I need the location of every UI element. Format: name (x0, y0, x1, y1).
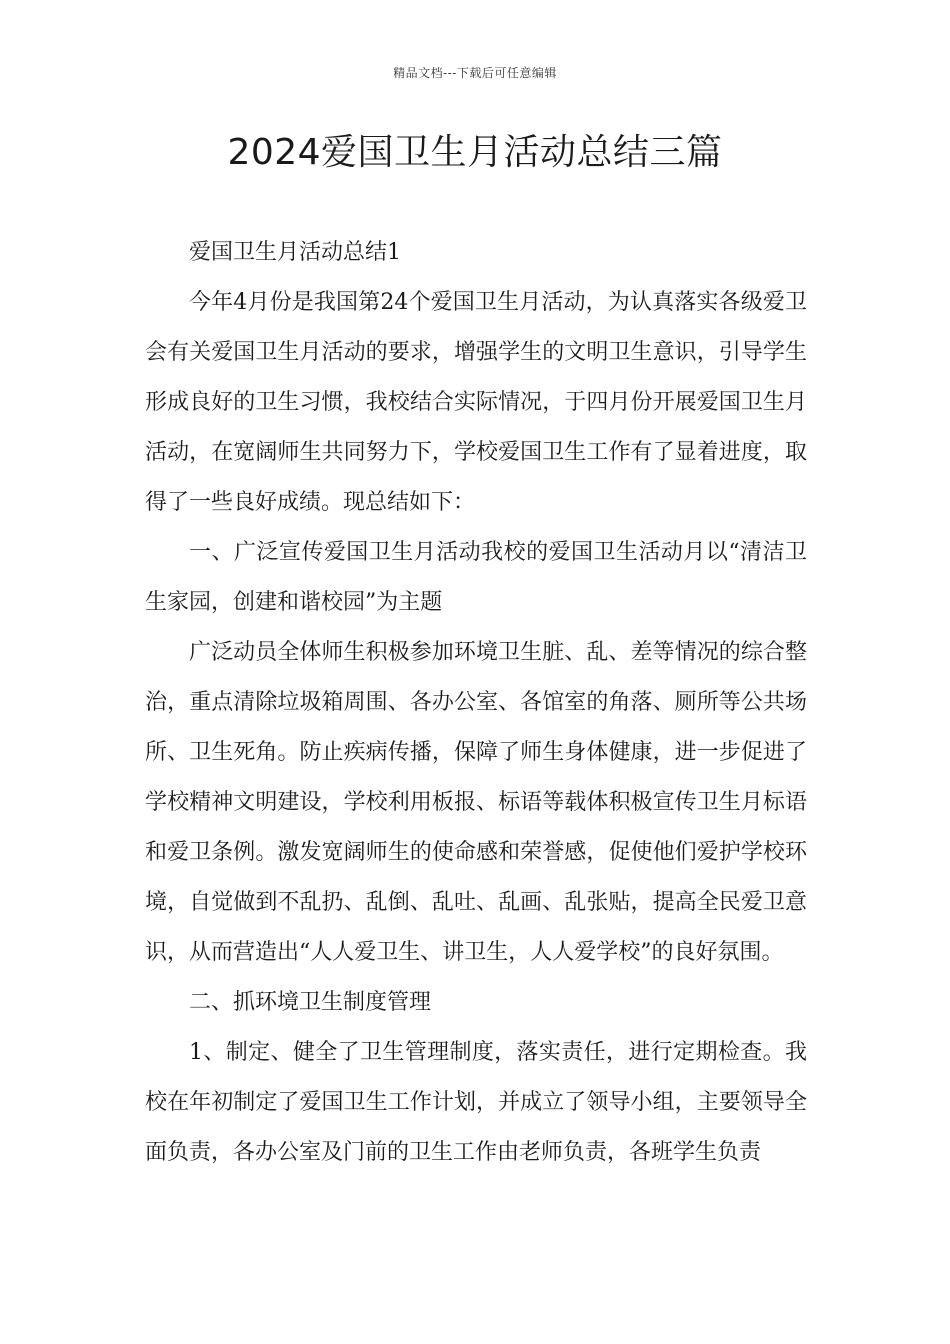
document-body (145, 228, 807, 1178)
section-heading-1: 爱国卫生月活动总结1 (189, 240, 401, 265)
paragraph-section-one: 一、广泛宣传爱国卫生月活动我校的爱国卫生活动月以“清洁卫生家园，创建和谐校园”为主题 (145, 540, 807, 615)
paragraph-section-two: 二、抓环境卫生制度管理 (189, 990, 432, 1015)
document-title: 2024爱国卫生月活动总结三篇 (227, 132, 723, 173)
paragraph-intro: 今年4月份是我国第24个爱国卫生月活动，为认真落实各级爱卫会有关爱国卫生月活动的要求，增强学生的文明卫生意识，引导学生形成良好的卫生习惯，我校结合实际情况，于四月份开展爱国卫生月活动，在宽阔师生共同努力下，学校爱国卫生工作有了显着进度，取得了一些良好成绩。现总结如下： (145, 290, 807, 515)
paragraph-management-rules: 1、制定、健全了卫生管理制度，落实责任，进行定期检查。我校在年初制定了爱国卫生工作计划，并成立了领导小组，主要领导全面负责，各办公室及门前的卫生工作由老师负责，各班学生负责 (145, 1040, 807, 1165)
header-note: 精品文档---下载后可任意编辑 (393, 66, 557, 80)
paragraph-mobilization: 广泛动员全体师生积极参加环境卫生脏、乱、差等情况的综合整治，重点清除垃圾箱周围、各办公室、各馆室的角落、厕所等公共场所、卫生死角。防止疾病传播，保障了师生身体健康，进一步促进了学校精神文明建设，学校利用板报、标语等载体积极宣传卫生月标语和爱卫条例。激发宽阔师生的使命感和荣誉感，促使他们爱护学校环境，自觉做到不乱扔、乱倒、乱吐、乱画、乱张贴，提高全民爱卫意识，从而营造出“人人爱卫生、讲卫生，人人爱学校”的良好氛围。 (145, 640, 807, 965)
